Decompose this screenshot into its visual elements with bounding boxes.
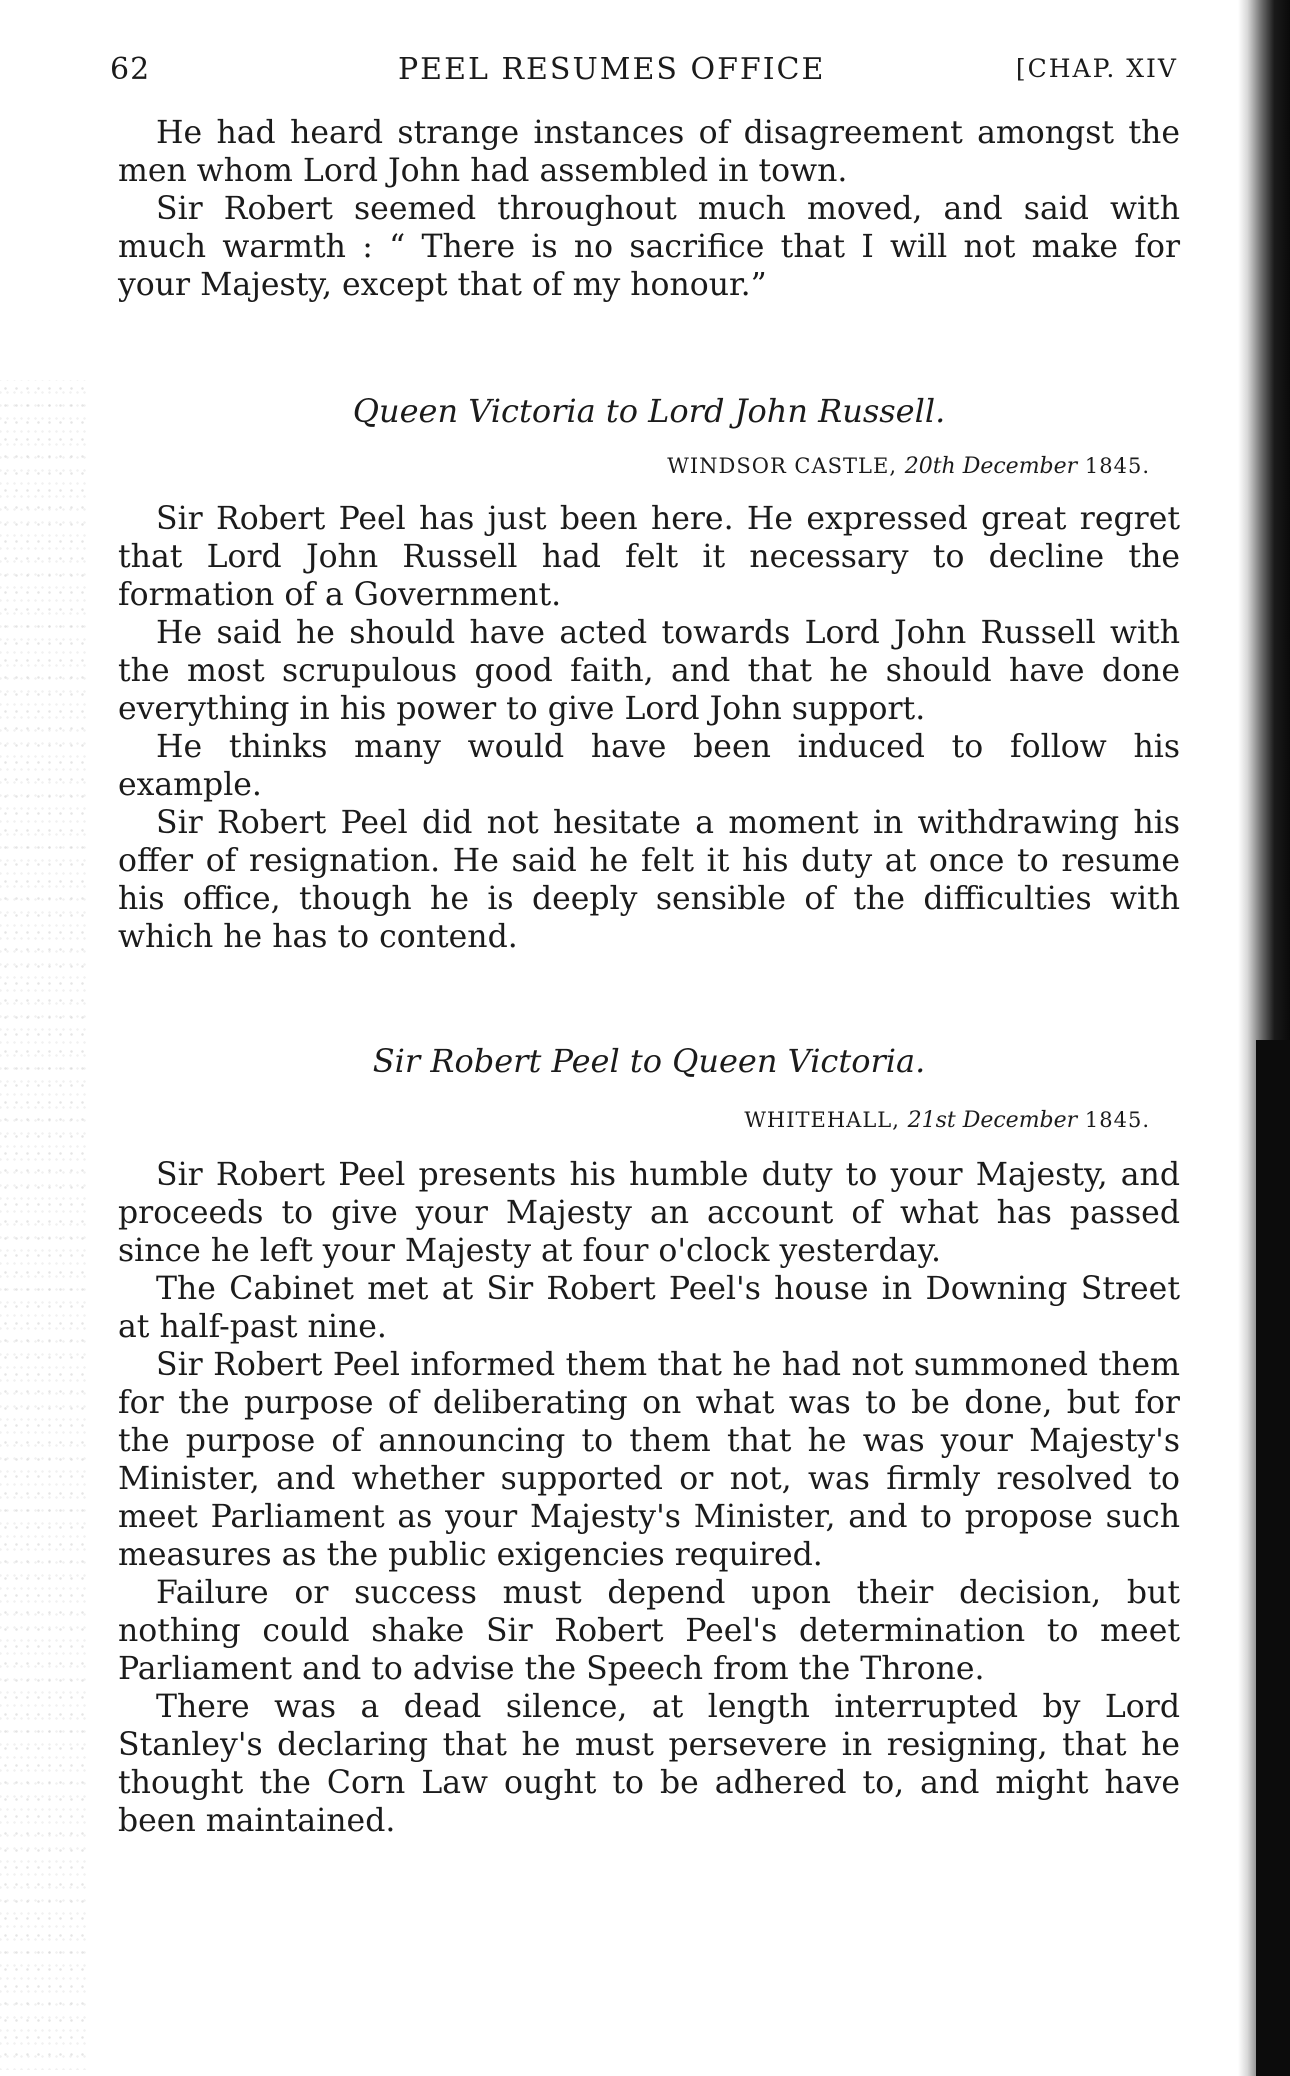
paragraph: Sir Robert Peel informed them that he had not summoned them for the purpose of deliberating on what was to be done, but for the purpose of announcing to them that he was your Majesty's Minister, and whether supported or not, was firmly resolved to meet Parliament as your Majesty's Minister, and to propose such measures as the public exigencies required. (118, 1347, 1180, 1573)
paragraph: There was a dead silence, at length interrupted by Lord Stanley's declaring that he must persevere in resigning, that he thought the Corn Law ought to be adhered to, and might have been maintained. (118, 1689, 1180, 1839)
letter-heading: Queen Victoria to Lord John Russell. (352, 392, 946, 430)
book-binding-edge (1256, 1040, 1290, 2076)
dateline-year: 1845. (1084, 1108, 1150, 1132)
paragraph: The Cabinet met at Sir Robert Peel's house in Downing Street at half-past nine. (118, 1271, 1180, 1345)
dateline-place: WINDSOR CASTLE, (667, 454, 898, 478)
paragraph: Sir Robert Peel did not hesitate a moment in withdrawing his offer of resignation. He said he felt it his duty at once to resume his office, though he is deeply sensible of the difficulties with which he has to contend. (118, 805, 1180, 955)
letter-body (118, 500, 1180, 956)
paragraph: He said he should have acted towards Lord John Russell with the most scrupulous good faith, and that he should have done everything in his power to give Lord John support. (118, 615, 1180, 727)
letter-heading: Sir Robert Peel to Queen Victoria. (372, 1042, 926, 1080)
letter-body (118, 1156, 1180, 1840)
paragraph: Sir Robert Peel has just been here. He expressed great regret that Lord John Russell had felt it necessary to decline the formation of a Government. (118, 501, 1180, 613)
paragraph: He thinks many would have been induced to follow his example. (118, 729, 1180, 803)
letter-dateline (667, 454, 1150, 479)
page-number: 62 (110, 52, 151, 87)
letter-dateline (744, 1108, 1150, 1133)
running-title: PEEL RESUMES OFFICE (398, 52, 826, 87)
page-edge-speckle (0, 380, 90, 2070)
paragraph: He had heard strange instances of disagreement amongst the men whom Lord John had assembled in town. (118, 115, 1180, 189)
dateline-date: 21st December (907, 1108, 1078, 1133)
paragraph: Failure or success must depend upon their decision, but nothing could shake Sir Robert Peel's determination to meet Parliament and to advise the Speech from the Throne. (118, 1575, 1180, 1687)
paragraph: Sir Robert seemed throughout much moved, and said with much warmth : “ There is no sacrifice that I will not make for your Majesty, except that of my honour.” (118, 191, 1180, 303)
running-head (110, 52, 1178, 96)
dateline-place: WHITEHALL, (744, 1108, 900, 1132)
dateline-date: 20th December (904, 454, 1078, 479)
dateline-year: 1845. (1084, 454, 1150, 478)
paragraph: Sir Robert Peel presents his humble duty to your Majesty, and proceeds to give your Majesty an account of what has passed since he left your Majesty at four o'clock yesterday. (118, 1157, 1180, 1269)
chapter-label: [CHAP. XIV (1015, 54, 1178, 83)
opening-text (118, 114, 1180, 304)
